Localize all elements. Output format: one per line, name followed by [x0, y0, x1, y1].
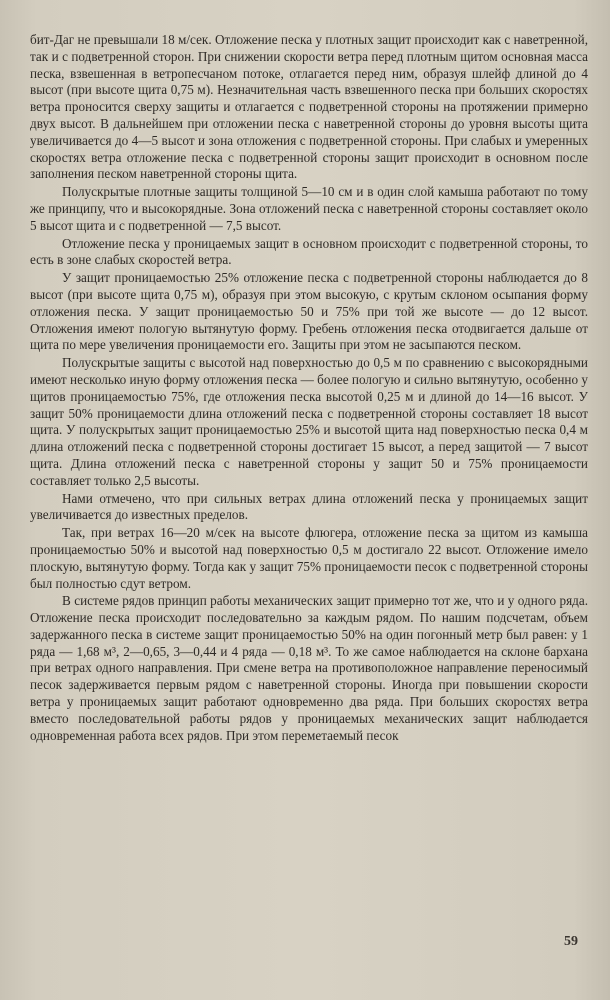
paragraph-7: Так, при ветрах 16—20 м/сек на высоте флюгера, отложение песка за щитом из камыша проницаемостью 50% и высотой над поверхностью 0,5 м достигало 22 высот. Отложение имело плоскую, вытянутую форму. Тогда как у защит 75% проницаемости песок с подветренной стороны был полностью сдут ветром. — [30, 525, 588, 591]
page-number: 59 — [564, 934, 578, 949]
paragraph-4: У защит проницаемостью 25% отложение песка с подветренной стороны наблюдается до 8 высот (при высоте щита 0,75 м), образуя при этом высокую, с крутым склоном осыпания форму отложения песка. У защит проницаемостью 50 и 75% при той же высоте — до 12 высот. Отложения имеют пологую вытянутую форму. Гребень отложения песка отодвигается дальше от щита по мере увеличения проницаемости его. Защиты при этом не засыпаются песком. — [30, 270, 588, 353]
paragraph-5: Полускрытые защиты с высотой над поверхностью до 0,5 м по сравнению с высокорядными имеют несколько иную форму отложения песка — более пологую и сильно вытянутую, особенно у щитов проницаемостью 75%, где отложения песка высотой 0,25 м и длиной до 14—16 высот. У защит 50% проницаемости длина отложений песка с подветренной стороны составляет 18 высот щита. У полускрытых защит проницаемостью 25% и высотой щита над поверхностью песка 0,4 м длина отложений песка с подветренной стороны достигает 15 высот, а перед защитой — 7 высот щита. Длина отложений песка с наветренной стороны у защит 50 и 75% проницаемости составляет только 2,5 высоты. — [30, 355, 588, 488]
paragraph-2: Полускрытые плотные защиты толщиной 5—10 см и в один слой камыша работают по тому же принципу, что и высокорядные. Зона отложений песка с наветренной стороны составляет около 5 высот щита и с подветренной — 7,5 высот. — [30, 184, 588, 233]
paragraph-1: бит-Даг не превышали 18 м/сек. Отложение песка у плотных защит происходит как с наветренной, так и с подветренной сторон. При снижении скорости ветра перед плотным щитом основная масса песка, взвешенная в ветропесчаном потоке, отлагается перед ним, образуя шлейф длиной до 4 высот (при высоте щита 0,75 м). Незначительная часть взвешенного песка при больших скоростях ветра проносится сверху защиты и отлагается с подветренной стороны на протяжении примерно двух высот. В дальнейшем при отложении песка с наветренной стороны до уровня высоты щита увеличивается до 4—5 высот и зона отложения с подветренной стороны. При слабых и умеренных скоростях ветра отложение песка с подветренной стороны защит происходит в основном после заполнения песком наветренной стороны щита. — [30, 32, 588, 182]
paragraph-3: Отложение песка у проницаемых защит в основном происходит с подветренной стороны, то есть в зоне слабых скоростей ветра. — [30, 235, 588, 268]
paragraph-6: Нами отмечено, что при сильных ветрах длина отложений песка у проницаемых защит увеличивается до известных пределов. — [30, 490, 588, 523]
paragraph-8: В системе рядов принцип работы механических защит примерно тот же, что и у одного ряда. Отложение песка происходит последовательно за каждым рядом. По нашим подсчетам, объем задержанного песка в системе защит проницаемостью 50% на один погонный метр был равен: у 1 ряда — 1,68 м³, 2—0,65, 3—0,44 и 4 ряда — 0,18 м³. То же самое наблюдается на склоне бархана при ветрах одного направления. При смене ветра на противоположное направление переносимый песок задерживается первым рядом с наветренной стороны. Иногда при повышении скорости ветра у проницаемых защит работают одновременно два ряда. При больших скоростях ветра вместо последовательной работы рядов у проницаемых механических защит наблюдается одновременная работа всех рядов. При этом переметаемый песок — [30, 593, 588, 743]
